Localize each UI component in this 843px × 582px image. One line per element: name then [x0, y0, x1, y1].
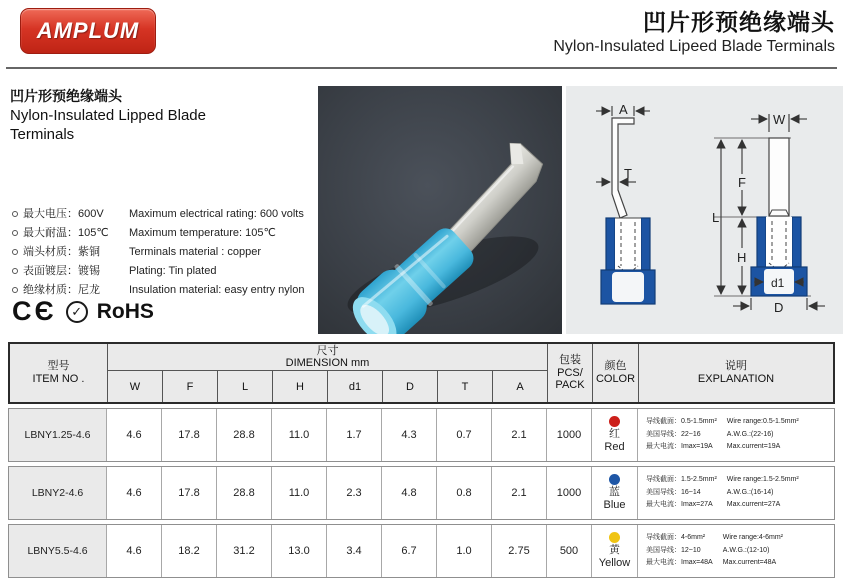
- dimension-table: [8, 342, 835, 578]
- explanation-en: Wire range:0.5-1.5mm² A.W.G.:(22-16) Max.current=19A: [726, 418, 799, 451]
- col-header-t: T: [437, 370, 492, 402]
- col-header-color: 颜色 COLOR: [592, 344, 638, 402]
- cell-t: 0.8: [436, 467, 491, 519]
- spec-en: Terminals material : copper: [129, 246, 262, 258]
- page-title: [553, 4, 835, 56]
- page-title-cn: 凹片形预绝缘端头: [643, 9, 835, 35]
- brand-logo-text: AMPLUM: [36, 18, 140, 43]
- cell-w: 4.6: [106, 409, 161, 461]
- table-row: [8, 466, 835, 520]
- cell-color: 红 Red: [591, 409, 637, 461]
- cell-w: 4.6: [106, 525, 161, 577]
- col-header-explanation: 说明 EXPLANATION: [638, 344, 833, 402]
- dim-label-T: T: [624, 166, 632, 181]
- cell-explanation: [637, 525, 834, 577]
- spec-cn: 绝缘材质：尼龙: [23, 284, 100, 296]
- rohs-label: RoHS: [96, 299, 154, 323]
- dim-label-A: A: [619, 102, 628, 117]
- spec-en: Maximum temperature: 105℃: [129, 227, 276, 239]
- cell-d: 4.3: [381, 409, 436, 461]
- cell-item-no: LBNY1.25-4.6: [9, 409, 106, 461]
- spec-cn: 最大耐温：105℃: [23, 227, 109, 239]
- product-photo: [318, 86, 562, 334]
- bullet-icon: [12, 230, 18, 236]
- cell-t: 0.7: [436, 409, 491, 461]
- dim-label-F: F: [738, 175, 746, 190]
- product-info: [10, 86, 312, 334]
- explanation-en: Wire range:1.5-2.5mm² A.W.G.:(16-14) Max.current=27A: [726, 476, 799, 509]
- cell-f: 17.8: [161, 409, 216, 461]
- col-header-f: F: [162, 370, 217, 402]
- spec-cn: 最大电压：600V: [23, 208, 104, 220]
- brand-logo: [20, 8, 156, 54]
- spec-item: [10, 243, 312, 262]
- explanation-cn: 导线截面：0.5-1.5mm² 美国导线：22~16 最大电流：Imax=19A: [646, 418, 717, 451]
- cell-d1: 1.7: [326, 409, 381, 461]
- explanation-cn: 导线截面：4-6mm² 美国导线：12~10 最大电流：Imax=48A: [646, 534, 713, 567]
- spec-item: [10, 224, 312, 243]
- ce-mark-icon: CЄ: [12, 296, 57, 326]
- spec-item: [10, 262, 312, 281]
- col-header-a: A: [492, 370, 547, 402]
- cell-t: 1.0: [436, 525, 491, 577]
- cell-d1: 2.3: [326, 467, 381, 519]
- product-name-cn: 凹片形预绝缘端头: [10, 88, 122, 104]
- cell-f: 18.2: [161, 525, 216, 577]
- certification-check-icon: ✓: [66, 301, 88, 323]
- dim-label-D: D: [774, 300, 784, 315]
- cell-d: 4.8: [381, 467, 436, 519]
- col-header-item-no: 型号 ITEM NO .: [32, 360, 85, 385]
- header-divider: [6, 67, 837, 69]
- bullet-icon: [12, 287, 18, 293]
- col-header-w: W: [107, 370, 162, 402]
- table-header: [8, 342, 835, 404]
- color-dot-red: [609, 416, 620, 427]
- spec-en: Plating: Tin plated: [129, 265, 217, 277]
- table-row: [8, 524, 835, 578]
- cell-explanation: [637, 409, 834, 461]
- cell-l: 28.8: [216, 467, 271, 519]
- product-name-en: Nylon-Insulated Lipped Blade Terminals: [10, 107, 206, 143]
- certification-marks: [12, 296, 154, 327]
- spec-cn: 表面镀层：镀锡: [23, 265, 100, 277]
- page-title-en: Nylon-Insulated Lipeed Blade Terminals: [553, 38, 835, 55]
- cell-l: 28.8: [216, 409, 271, 461]
- cell-item-no: LBNY5.5-4.6: [9, 525, 106, 577]
- spec-cn: 端头材质：紫铜: [23, 246, 100, 258]
- col-header-h: H: [272, 370, 327, 402]
- cell-pack: 1000: [546, 467, 591, 519]
- cell-pack: 500: [546, 525, 591, 577]
- cell-a: 2.1: [491, 467, 546, 519]
- bullet-icon: [12, 268, 18, 274]
- col-header-d: D: [382, 370, 437, 402]
- cell-a: 2.1: [491, 409, 546, 461]
- cell-color: 蓝 Blue: [591, 467, 637, 519]
- col-header-d1: d1: [327, 370, 382, 402]
- cell-d1: 3.4: [326, 525, 381, 577]
- cell-pack: 1000: [546, 409, 591, 461]
- dim-label-W: W: [773, 112, 786, 127]
- spec-en: Insulation material: easy entry nylon: [129, 284, 305, 296]
- cell-l: 31.2: [216, 525, 271, 577]
- color-dot-blue: [609, 474, 620, 485]
- col-header-l: L: [217, 370, 272, 402]
- cell-w: 4.6: [106, 467, 161, 519]
- cell-item-no: LBNY2-4.6: [9, 467, 106, 519]
- color-dot-yellow: [609, 532, 620, 543]
- cell-color: 黄 Yellow: [591, 525, 637, 577]
- dim-label-L: L: [712, 210, 720, 225]
- cell-d: 6.7: [381, 525, 436, 577]
- dimension-diagram: [566, 86, 843, 334]
- explanation-cn: 导线截面：1.5-2.5mm² 美国导线：16~14 最大电流：Imax=27A: [646, 476, 717, 509]
- spec-item: [10, 205, 312, 224]
- col-header-pack: 包装 PCS/ PACK: [547, 344, 592, 402]
- explanation-en: Wire range:4-6mm² A.W.G.:(12-10) Max.current=48A: [722, 534, 784, 567]
- cell-explanation: [637, 467, 834, 519]
- cell-h: 11.0: [271, 467, 326, 519]
- bullet-icon: [12, 249, 18, 255]
- cell-f: 17.8: [161, 467, 216, 519]
- bullet-icon: [12, 211, 18, 217]
- cell-h: 13.0: [271, 525, 326, 577]
- cell-h: 11.0: [271, 409, 326, 461]
- spec-en: Maximum electrical rating: 600 volts: [129, 208, 304, 220]
- col-header-dimension: 尺寸 DIMENSION mm: [107, 344, 547, 370]
- table-row: [8, 408, 835, 462]
- dim-label-d1: d1: [771, 276, 785, 290]
- spec-list: [10, 205, 312, 300]
- dim-label-H: H: [737, 250, 747, 265]
- cell-a: 2.75: [491, 525, 546, 577]
